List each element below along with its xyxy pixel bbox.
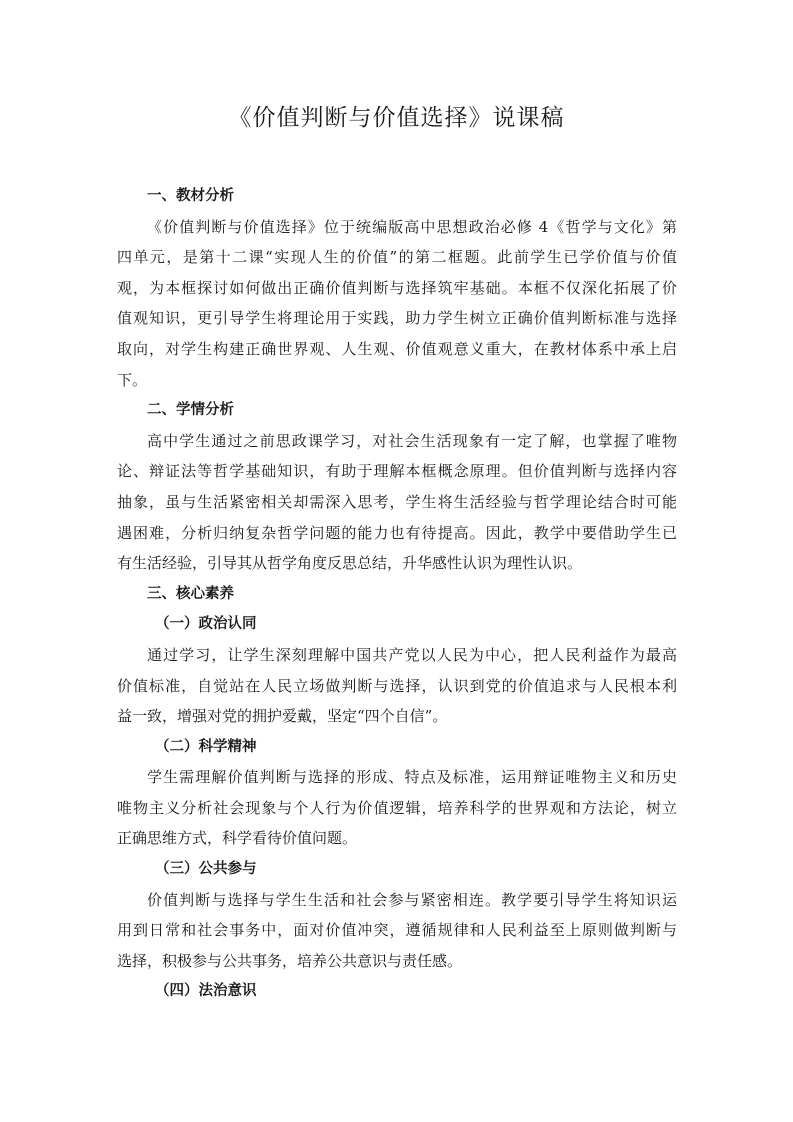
- paragraph-line: 用到日常和社会事务中，面对价值冲突，遵循规律和人民利益至上原则做判断与: [117, 921, 677, 940]
- paragraph-line: 学生需理解价值判断与选择的形成、特点及标准，运用辩证唯物主义和历史: [147, 768, 677, 787]
- paragraph-line: 四单元，是第十二课“实现人生的价值”的第二框题。此前学生已学价值与价值: [117, 248, 677, 267]
- paragraph-line: 益一致，增强对党的拥护爱戴，坚定“四个自信”。: [117, 707, 448, 726]
- subsection-heading: （二）科学精神: [155, 738, 257, 755]
- paragraph-line: 值观知识，更引导学生将理论用于实践，助力学生树立正确价值判断标准与选择: [117, 309, 677, 328]
- subsection-heading: （四）法治意识: [155, 983, 257, 1000]
- section-heading: 二、学情分析: [147, 402, 234, 419]
- paragraph-line: 论、辩证法等哲学基础知识，有助于理解本框概念原理。但价值判断与选择内容: [117, 462, 677, 481]
- paragraph-line: 价值判断与选择与学生生活和社会参与紧密相连。教学要引导学生将知识运: [147, 890, 677, 909]
- paragraph-line: 高中学生通过之前思政课学习，对社会生活现象有一定了解，也掌握了唯物: [147, 431, 677, 450]
- paragraph-line: 选择，积极参与公共事务，培养公共意识与责任感。: [117, 951, 463, 970]
- paragraph-line: 价值标准，自觉站在人民立场做判断与选择，认识到党的价值追求与人民根本利: [117, 676, 677, 695]
- paragraph-line: 正确思维方式，科学看待价值问题。: [117, 829, 358, 848]
- paragraph-line: 通过学习，让学生深刻理解中国共产党以人民为中心，把人民利益作为最高: [147, 645, 677, 664]
- subsection-heading: （三）公共参与: [155, 861, 257, 878]
- paragraph-line: 取向，对学生构建正确世界观、人生观、价值观意义重大，在教材体系中承上启: [117, 339, 677, 358]
- paragraph-line: 抽象，虽与生活紧密相关却需深入思考，学生将生活经验与哲学理论结合时可能: [117, 492, 677, 511]
- section-heading: 三、核心素养: [147, 585, 234, 602]
- subsection-heading: （一）政治认同: [155, 616, 257, 633]
- paragraph-line: 唯物主义分析社会现象与个人行为价值逻辑，培养科学的世界观和方法论，树立: [117, 798, 677, 817]
- paragraph-line: 观，为本框探讨如何做出正确价值判断与选择筑牢基础。本框不仅深化拓展了价: [117, 278, 677, 297]
- paragraph-line: 遇困难，分析归纳复杂哲学问题的能力也有待提高。因此，教学中要借助学生已: [117, 523, 677, 542]
- paragraph-line: 有生活经验，引导其从哲学角度反思总结，升华感性认识为理性认识。: [117, 554, 583, 573]
- paragraph-line: 《价值判断与价值选择》位于统编版高中思想政治必修 4《哲学与文化》第: [147, 217, 677, 236]
- section-heading: 一、教材分析: [147, 188, 234, 204]
- document-body: [117, 181, 677, 1007]
- document-title: 《价值判断与价值选择》说课稿: [228, 105, 565, 131]
- paragraph-line: 下。: [117, 370, 148, 389]
